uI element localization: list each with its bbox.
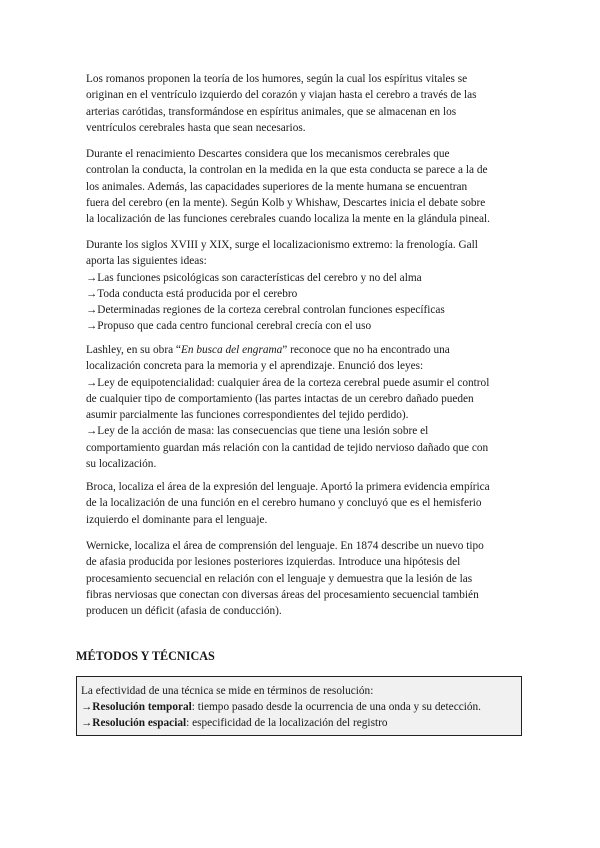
term-spatial: Resolución espacial (92, 717, 187, 729)
list-item: →Ley de equipotencialidad: cualquier área de la corteza cerebral puede asumir el control (86, 376, 490, 389)
text-line: Wernicke, localiza el área de comprensión del lenguaje. En 1874 describe un nuevo tipo (86, 540, 484, 552)
text-fragment: ” reconoce que no ha encontrado una (282, 344, 450, 356)
section-heading: MÉTODOS Y TÉCNICAS (76, 649, 215, 663)
text-line: Durante los siglos XVIII y XIX, surge el localizacionismo extremo: la frenología. Gall (86, 239, 478, 251)
text-line: Broca, localiza el área de la expresión del lenguaje. Aportó la primera evidencia empírica (86, 481, 490, 493)
text-line: Durante el renacimiento Descartes considera que los mecanismos cerebrales que (86, 148, 450, 160)
text-line (86, 342, 526, 358)
list-item: →Toda conducta está producida por el cerebro (86, 287, 298, 300)
book-title: En busca del engrama (180, 344, 283, 356)
text-line: comportamiento guardan más relación con la cantidad de tejido nervioso dañado que con (86, 441, 489, 454)
box-item-temporal (81, 699, 521, 715)
text-fragment: Lashley, en su obra “ (86, 344, 181, 356)
text-line: producen un déficit (afasia de conducción). (86, 605, 282, 618)
definition-temporal: : tiempo pasado desde la ocurrencia de una onda y su detección. (191, 701, 481, 713)
text-line: localización concreta para la memoria y el aprendizaje. Enunció dos leyes: (86, 360, 424, 373)
text-line: de afasia producida por lesiones posteriores izquierdas. Introduce una hipótesis del (86, 556, 461, 569)
text-line: de cualquier tipo de comportamiento (las partes intactas de un cerebro dañado pueden (86, 392, 474, 405)
definition-spatial: : especificidad de la localización del registro (186, 717, 388, 729)
list-item: →Ley de la acción de masa: las consecuencias que tiene una lesión sobre el (86, 425, 429, 438)
box-item-spatial (81, 715, 521, 731)
term-temporal: Resolución temporal (92, 701, 192, 713)
text-line: la localización de las funciones cerebrales cuando localiza la mente en la glándula pineal. (86, 213, 490, 226)
arrow-icon: → (81, 701, 93, 713)
paragraph-wernicke (86, 538, 526, 619)
text-line: ventrículos cerebrales hasta que sean necesarios. (86, 121, 306, 134)
text-line: arterias carótidas, transformándose en espíritus animales, que se almacenan en los (86, 105, 457, 118)
text-line: procesamiento secuencial en relación con el lenguaje y demuestra que la lesión de las (86, 572, 473, 585)
text-line: Los romanos proponen la teoría de los humores, según la cual los espíritus vitales se (86, 73, 468, 85)
text-line: fuera del cerebro (en la mente). Según Kolb y Whishaw, Descartes inicia el debate sobre (86, 196, 486, 209)
text-line: originan en el ventrículo izquierdo del corazón y viajan hasta el cerebro a través de las (86, 89, 477, 102)
text-line: su localización. (86, 458, 157, 471)
list-item: →Determinadas regiones de la corteza cerebral controlan funciones específicas (86, 304, 445, 317)
paragraph-frenologia (86, 237, 526, 335)
box-intro: La efectividad de una técnica se mide en términos de resolución: (81, 685, 374, 697)
list-item: →Las funciones psicológicas son características del cerebro y no del alma (86, 271, 422, 284)
text-line: los animales. Además, las capacidades superiores de la mente humana se encuentran (86, 180, 468, 193)
text-line: asumir parcialmente las funciones correspondientes del tejido perdido). (86, 409, 409, 422)
text-line: controlan la conducta, la controlan en la medida en la que esta conducta se parece a la de (86, 164, 488, 177)
resolution-box (76, 676, 522, 736)
paragraph-descartes (86, 146, 526, 227)
text-line: de la localización de una función en el cerebro humano y concluyó que es el hemisferio (86, 497, 482, 510)
arrow-icon: → (81, 717, 93, 729)
list-item: →Propuso que cada centro funcional cerebral crecía con el uso (86, 320, 372, 333)
text-line: izquierdo el dominante para el lenguaje. (86, 513, 268, 526)
text-line: fibras nerviosas que conectan con diversas áreas del procesamiento secuencial también (86, 588, 479, 601)
text-line: aporta las siguientes ideas: (86, 255, 207, 268)
paragraph-lashley (86, 342, 526, 472)
paragraph-broca (86, 479, 526, 528)
paragraph-romanos (86, 71, 526, 136)
